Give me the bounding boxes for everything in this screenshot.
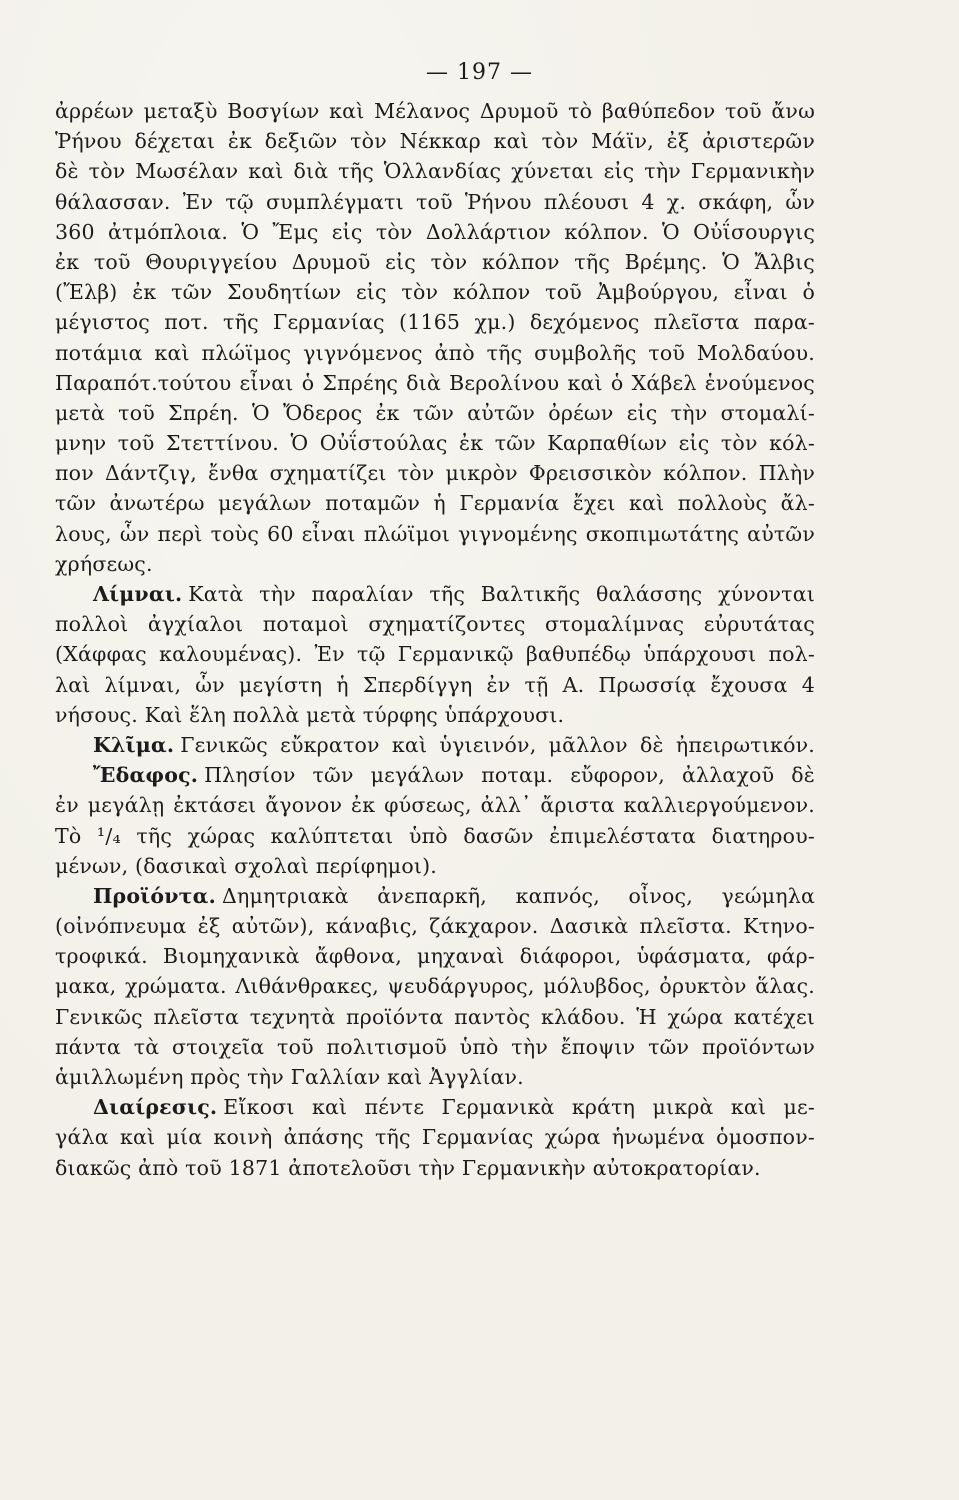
section-heading: Κλῖμα. xyxy=(93,732,175,757)
line-text: μέγιστος ποτ. τῆς Γερμανίας (1165 χμ.) δεχόμενος πλεῖστα παρα- xyxy=(55,310,815,335)
text-line xyxy=(55,821,815,851)
section-first-line xyxy=(55,730,815,760)
line-text: μακα, χρώματα. Λιθάνθρακες, ψευδάργυρος, μόλυβδος, ὀρυκτὸν ἅλας. xyxy=(55,974,815,999)
line-text: Πλησίον τῶν μεγάλων ποταμ. εὔφορον, ἀλλαχοῦ δὲ xyxy=(204,763,815,788)
line-text: ἐν μεγάλῃ ἐκτάσει ἄγονον ἐκ φύσεως, ἀλλ᾽ ἄριστα καλλιεργούμενον. xyxy=(55,793,815,818)
text-line xyxy=(55,277,815,307)
text-line xyxy=(55,1153,815,1183)
line-text: (οἰνόπνευμα ἐξ αὐτῶν), κάναβις, ζάκχαρον. Δασικὰ πλεῖστα. Κτηνο- xyxy=(55,914,815,939)
line-text: Παραπότ.τούτου εἶναι ὁ Σπρέης διὰ Βερολίνου καὶ ὁ Χάβελ ἑνούμενος xyxy=(55,370,815,395)
section-heading: Διαίρεσις. xyxy=(93,1095,218,1120)
line-text: Τὸ ¹/₄ τῆς χώρας καλύπτεται ὑπὸ δασῶν ἐπιμελέστατα διατηρου- xyxy=(55,823,815,848)
text-line xyxy=(55,639,815,669)
section-first-line xyxy=(55,881,815,911)
line-text: μένων, (δασικαὶ σχολαὶ περίφημοι). xyxy=(55,853,438,878)
text-line xyxy=(55,941,815,971)
line-text: (Χάφφας καλουμένας). Ἐν τῷ Γερμανικῷ βαθυπέδῳ ὑπάρχουσι πολ- xyxy=(55,642,815,667)
line-text: Δημητριακὰ ἀνεπαρκῆ, καπνός, οἶνος, γεώμηλα xyxy=(222,883,815,908)
page-number: — 197 — xyxy=(426,60,533,85)
line-text: μετὰ τοῦ Σπρέη. Ὁ Ὄδερος ἐκ τῶν αὐτῶν ὀρέων εἰς τὴν στομαλί- xyxy=(55,400,815,425)
text-line xyxy=(55,1032,815,1062)
line-text: τῶν ἀνωτέρω μεγάλων ποταμῶν ἡ Γερμανία ἔχει καὶ πολλοὺς ἄλ- xyxy=(55,491,815,516)
line-text: Κατὰ τὴν παραλίαν τῆς Βαλτικῆς θαλάσσης χύνονται xyxy=(188,582,815,606)
line-text: ἁμιλλωμένη πρὸς τὴν Γαλλίαν καὶ Ἀγγλίαν. xyxy=(55,1065,524,1089)
line-text: γάλα καὶ μία κοινὴ ἀπάσης τῆς Γερμανίας χώρα ἡνωμένα ὁμοσπον- xyxy=(55,1125,815,1150)
line-text: Γενικῶς πλεῖστα τεχνητὰ προϊόντα παντὸς κλάδου. Ἡ χώρα κατέχει xyxy=(55,1004,815,1029)
body-text xyxy=(55,96,815,1183)
line-text: πολλοὶ ἀγχίαλοι ποταμοὶ σχηματίζοντες στομαλίμνας εὐρυτάτας xyxy=(55,612,815,637)
text-line xyxy=(55,156,815,186)
text-line xyxy=(55,338,815,368)
text-line xyxy=(55,187,815,217)
text-line xyxy=(55,126,815,156)
line-text: νήσους. Καὶ ἕλη πολλὰ μετὰ τύρφης ὑπάρχουσι. xyxy=(55,702,565,727)
text-line xyxy=(55,851,815,881)
line-text: Γενικῶς εὔκρατον καὶ ὑγιεινόν, μᾶλλον δὲ ἠπειρωτικόν. xyxy=(180,732,815,757)
text-line xyxy=(55,458,815,488)
line-text: θάλασσαν. Ἐν τῷ συμπλέγματι τοῦ Ῥήνου πλέουσι 4 χ. σκάφη, ὧν xyxy=(55,189,815,214)
text-line xyxy=(55,368,815,398)
line-text: 360 ἀτμόπλοια. Ὁ Ἔμς εἰς τὸν Δολλάρτιον κόλπον. Ὁ Οὐΐσουργις xyxy=(55,219,815,244)
text-line xyxy=(55,971,815,1001)
text-line xyxy=(55,911,815,941)
text-line xyxy=(55,307,815,337)
text-line xyxy=(55,488,815,518)
text-line xyxy=(55,1002,815,1032)
text-line xyxy=(55,609,815,639)
line-text: ἐκ τοῦ Θουριγγείου Δρυμοῦ εἰς τὸν κόλπον τῆς Βρέμης. Ὁ Ἄλβις xyxy=(55,249,815,274)
section-first-line xyxy=(55,760,815,790)
line-text: (Ἔλβ) ἐκ τῶν Σουδητίων εἰς τὸν κόλπον τοῦ Ἀμβούργου, εἶναι ὁ xyxy=(55,280,815,305)
line-text: μνην τοῦ Στεττίνου. Ὁ Οὐΐστούλας ἐκ τῶν Καρπαθίων εἰς τὸν κόλ- xyxy=(55,431,815,456)
line-text: χρήσεως. xyxy=(55,551,153,576)
text-line xyxy=(55,247,815,277)
text-line xyxy=(55,519,815,549)
text-line xyxy=(55,1122,815,1152)
text-line xyxy=(55,96,815,126)
line-text: ἀρρέων μεταξὺ Βοσγίων καὶ Μέλανος Δρυμοῦ τὸ βαθύπεδον τοῦ ἄνω xyxy=(55,99,815,123)
line-text: λαὶ λίμναι, ὧν μεγίστη ἡ Σπερδίγγη ἐν τῇ Α. Πρωσσίᾳ ἔχουσα 4 xyxy=(55,672,815,697)
line-text: διακῶς ἀπὸ τοῦ 1871 ἀποτελοῦσι τὴν Γερμανικὴν αὐτοκρατορίαν. xyxy=(55,1155,761,1180)
text-line xyxy=(55,790,815,820)
line-text: τροφικά. Βιομηχανικὰ ἄφθονα, μηχαναὶ διάφοροι, ὑφάσματα, φάρ- xyxy=(55,944,815,969)
line-text: λους, ὧν περὶ τοὺς 60 εἶναι πλώϊμοι γιγνομένης σκοπιμωτάτης αὐτῶν xyxy=(55,521,815,546)
text-line xyxy=(55,549,815,579)
section-first-line xyxy=(55,1092,815,1122)
line-text: δὲ τὸν Μωσέλαν καὶ διὰ τῆς Ὁλλανδίας χύνεται εἰς τὴν Γερμανικὴν xyxy=(55,159,815,184)
line-text: Εἴκοσι καὶ πέντε Γερμανικὰ κράτη μικρὰ καὶ με- xyxy=(223,1095,815,1120)
text-line xyxy=(55,217,815,247)
text-line xyxy=(55,1062,815,1092)
section-heading: Ἔδαφος. xyxy=(93,763,199,788)
section-heading: Προϊόντα. xyxy=(93,883,216,908)
line-text: πον Δάντζιγ, ἔνθα σχηματίζει τὸν μικρὸν Φρεισσικὸν κόλπον. Πλὴν xyxy=(55,461,815,486)
section-first-line xyxy=(55,579,815,609)
line-text: πάντα τὰ στοιχεῖα τοῦ πολιτισμοῦ ὑπὸ τὴν ἔποψιν τῶν προϊόντων xyxy=(55,1034,815,1059)
line-text: ποτάμια καὶ πλώϊμος γιγνόμενος ἀπὸ τῆς συμβολῆς τοῦ Μολδαύου. xyxy=(55,340,815,365)
text-line xyxy=(55,700,815,730)
text-line xyxy=(55,398,815,428)
section-heading: Λίμναι. xyxy=(93,582,183,606)
line-text: Ῥήνου δέχεται ἐκ δεξιῶν τὸν Νέκκαρ καὶ τὸν Μάϊν, ἐξ ἀριστερῶν xyxy=(55,129,815,154)
text-line xyxy=(55,428,815,458)
text-line xyxy=(55,670,815,700)
